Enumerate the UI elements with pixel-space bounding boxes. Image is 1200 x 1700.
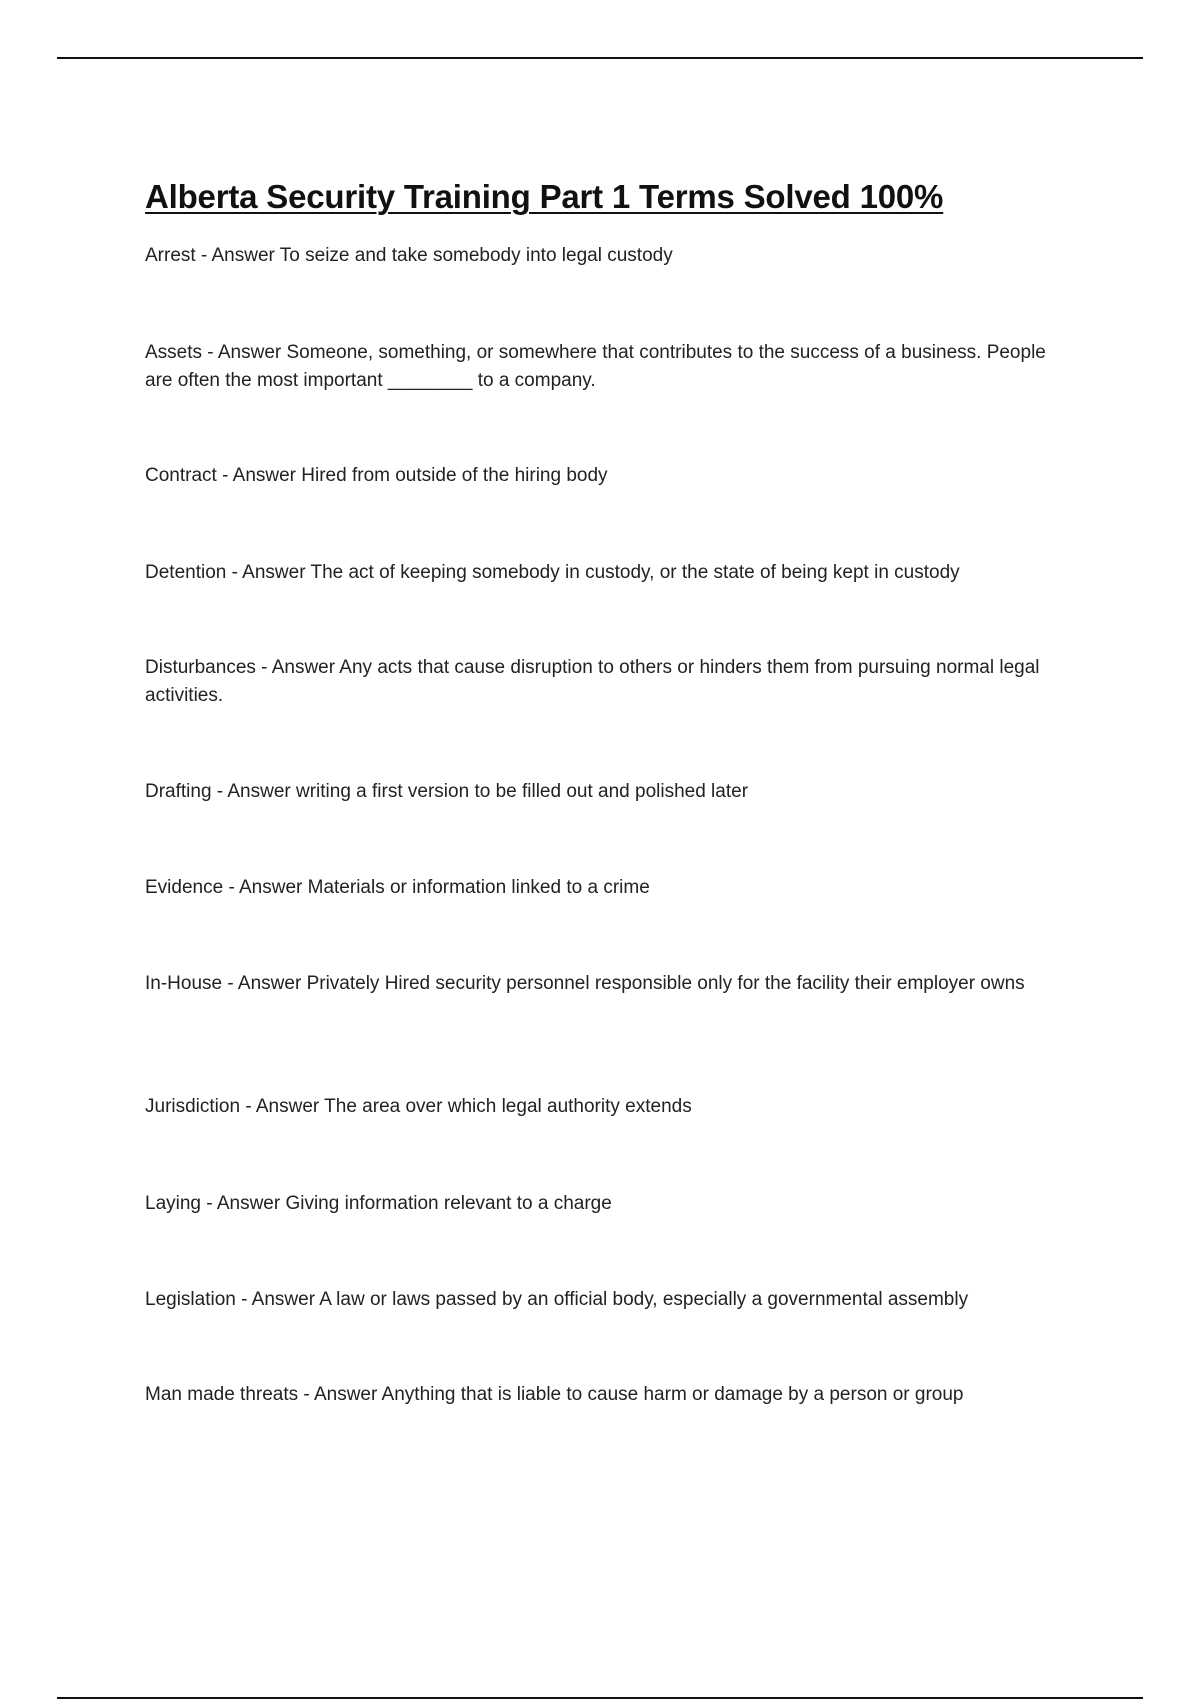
- term-entry-man-made-threats: Man made threats - Answer Anything that is liable to cause harm or damage by a person or group: [145, 1384, 964, 1405]
- top-rule: [57, 57, 1143, 59]
- term-entry-laying: Laying - Answer Giving information relevant to a charge: [145, 1193, 612, 1214]
- term-entry-evidence: Evidence - Answer Materials or information linked to a crime: [145, 877, 650, 898]
- document-title: Alberta Security Training Part 1 Terms Solved 100%: [145, 178, 944, 215]
- term-entry-detention: Detention - Answer The act of keeping somebody in custody, or the state of being kept in custody: [145, 562, 960, 583]
- term-entry-assets: Assets - Answer Someone, something, or somewhere that contributes to the success of a business. People are often the most important ________ to a company.: [145, 342, 1046, 391]
- term-entry-legislation: Legislation - Answer A law or laws passed by an official body, especially a governmental assembly: [145, 1289, 969, 1310]
- term-entry-jurisdiction: Jurisdiction - Answer The area over which legal authority extends: [145, 1096, 692, 1117]
- bottom-rule: [57, 1697, 1143, 1699]
- term-entry-disturbances: Disturbances - Answer Any acts that cause disruption to others or hinders them from pursuing normal legal activities.: [145, 657, 1040, 706]
- term-entry-in-house: In-House - Answer Privately Hired security personnel responsible only for the facility their employer owns: [145, 973, 1025, 994]
- term-entry-arrest: Arrest - Answer To seize and take somebody into legal custody: [145, 245, 673, 266]
- term-entry-drafting: Drafting - Answer writing a first version to be filled out and polished later: [145, 781, 749, 802]
- term-entry-contract: Contract - Answer Hired from outside of the hiring body: [145, 465, 608, 486]
